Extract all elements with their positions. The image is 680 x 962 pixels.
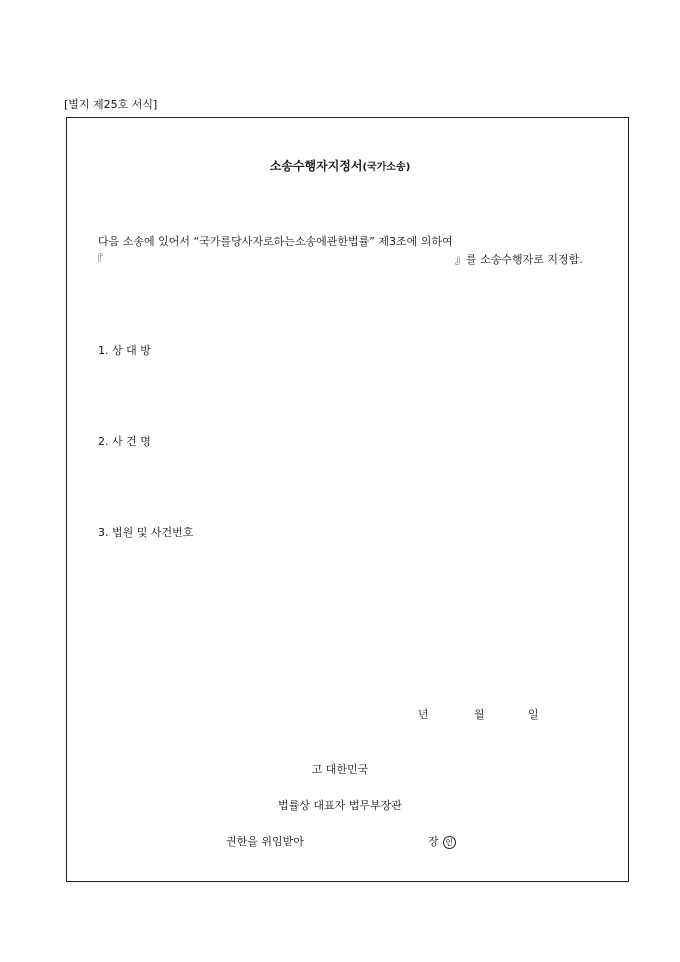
designation-text-line-1: 다음 소송에 있어서 “국가를당사자로하는소송에관한법률” 제3조에 의하여 [98, 235, 453, 248]
item-opposing-party: 1. 상 대 방 [98, 344, 151, 357]
seal-mark: 인 [443, 836, 456, 849]
document-title [0, 157, 680, 174]
date-day-label: 일 [528, 708, 539, 721]
signer-title: 장 [428, 835, 439, 848]
document-title-main: 소송수행자지정서 [269, 159, 363, 173]
addressee: 고 대한민국 [311, 763, 369, 776]
item-case-name: 2. 사 건 명 [98, 435, 151, 448]
legal-representative: 법률상 대표자 법무부장관 [278, 799, 402, 812]
signer-block [428, 833, 456, 849]
item-court-case-number: 3. 법원 및 사건번호 [98, 526, 194, 539]
date-month-label: 월 [474, 708, 485, 721]
date-year-label: 년 [418, 708, 429, 721]
form-number-label: [별지 제25호 서식] [64, 98, 158, 111]
designee-open-bracket: 『 [92, 253, 103, 266]
designation-text-line-2: 』를 소송수행자로 지정함. [455, 253, 583, 266]
document-title-sub: (국가소송) [362, 162, 411, 173]
delegation-text: 권한을 위임받아 [226, 835, 304, 848]
